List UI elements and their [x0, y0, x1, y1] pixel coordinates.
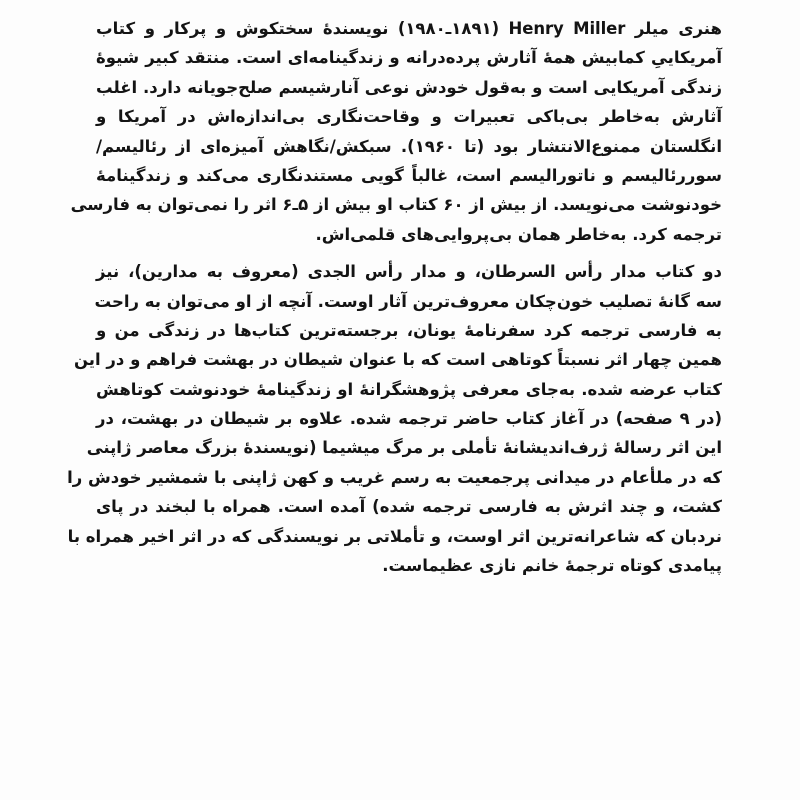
- text-line: آثارش به‌خاطر بی‌باکی تعبیرات و وقاحت‌نگاری بی‌اندازه‌اش در آمریکا و: [96, 107, 722, 127]
- text-line: این اثر رسالهٔ ژرف‌اندیشانهٔ تأملی بر مرگ میشیما (نویسندهٔ بزرگ معاصر ژاپنی: [86, 438, 722, 458]
- text-line: سه گانهٔ تصلیب خون‌چکان معروف‌ترین آثار اوست. آنچه از او می‌توان به راحت: [94, 291, 722, 311]
- text-line: به فارسی ترجمه کرد سفرنامهٔ یونان، برجسته‌ترین کتاب‌ها در زندگی من و: [96, 320, 722, 340]
- text-line: سوررئالیسم و ناتورالیسم است، غالباً گویی مستندنگاری می‌کند و زندگینامهٔ: [96, 165, 722, 185]
- text-line: که در ملأعام در میدانی پرجمعیت به رسم غریب و کهن ژاپنی با شمشیر خودش را: [67, 467, 722, 487]
- paragraph-book-contents: [67, 257, 722, 580]
- text-line: آمریکاییِ کمابیش همهٔ آثارش پرده‌درانه و زندگینامه‌ای است. منتقد کبیر شیوهٔ: [96, 48, 722, 68]
- text-line: همین چهار اثر نسبتاً کوتاهی است که با عنوان شیطان در بهشت فراهم و در این: [73, 350, 722, 370]
- text-line: کتاب عرضه شده. به‌جای معرفی پژوهشگرانهٔ او زندگینامهٔ خودنوشت کوتاهش: [96, 379, 722, 399]
- text-line: خودنوشت می‌نویسد. از بیش از ۶۰ کتاب او بیش از ۵ـ۶ اثر را نمی‌توان به فارسی: [70, 195, 722, 215]
- text-line: نردبان که شاعرانه‌ترین اثر اوست، و تأملاتی بر نویسندگی که در اثر اخیر همراه با: [67, 526, 722, 546]
- text-line: (در ۹ صفحه) در آغاز کتاب حاضر ترجمه شده. علاوه بر شیطان در بهشت، در: [96, 409, 722, 429]
- text-line: ترجمه کرد. به‌خاطر همان بی‌پروایی‌های قلمی‌اش.: [315, 224, 722, 244]
- text-line: زندگی آمریکایی است و به‌قول خودش نوعی آنارشیسم صلح‌جویانه دارد. اغلب: [96, 77, 722, 97]
- text-line: انگلستان ممنوع‌الانتشار بود (تا ۱۹۶۰). سبکش/نگاهش آمیزه‌ای از رئالیسم/: [96, 136, 722, 156]
- paragraph-author-biography: [70, 14, 722, 249]
- author-description-text: [67, 14, 722, 580]
- text-line: دو کتاب مدار رأس السرطان، و مدار رأس الجدی (معروف به مدارین)، نیز: [96, 262, 722, 282]
- text-line: کشت، و چند اثرش به فارسی ترجمه شده) آمده است. همراه با لبخند در پای: [96, 497, 722, 517]
- text-line: هنری میلر Henry Miller (۱۸۹۱ـ۱۹۸۰) نویسندهٔ سختکوش و پرکار و کتاب: [96, 19, 722, 38]
- text-line: پیامدی کوتاه ترجمهٔ خانم نازی عظیماست.: [382, 556, 722, 576]
